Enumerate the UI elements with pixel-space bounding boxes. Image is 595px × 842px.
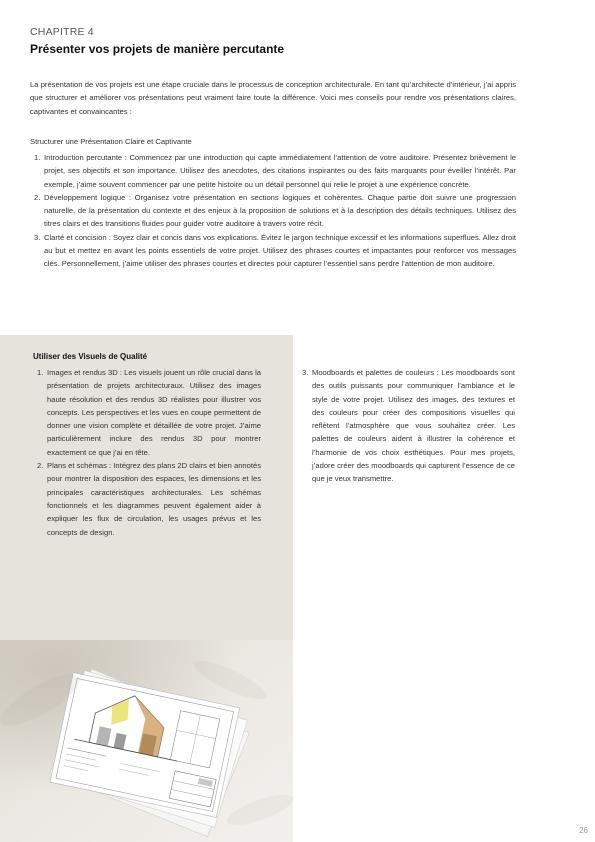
structure-list — [34, 151, 516, 271]
page-number: 26 — [579, 826, 588, 835]
list-number: 1. — [34, 153, 41, 162]
list-number: 3. — [34, 232, 41, 242]
list-item-text: Clarté et concision : Soyez clair et concis dans vos explications. Évitez le jargon technique excessif et les informations superflues. Allez droit au but et mettez en avant les points essentiels de votre projet. Utilisez des phrases courtes et impactantes pour renforcer vos messages clés. Personnellement, j’aime utiliser des phrases courtes et directes pour capturer l’essentiel sans perdre l’attention de mon auditoire. — [44, 232, 516, 269]
list-item — [37, 459, 262, 539]
section-heading-structure: Structurer une Présentation Claire et Captivante — [30, 137, 192, 146]
list-number: 2. — [34, 192, 41, 202]
chapter-label: CHAPITRE 4 — [30, 26, 94, 38]
list-item-text: Plans et schémas : Intégrez des plans 2D clairs et bien annotés pour montrer la disposition des espaces, les dimensions et les principales caractéristiques architecturales. Les schémas fonctionnels et les diagrammes peuvent également aider à expliquer les flux de circulation, les usages prévus et les concepts de design. — [47, 461, 262, 537]
intro-paragraph: La présentation de vos projets est une étape cruciale dans le processus de conception architecturale. En tant qu’architecte d’intérieur, j’ai appris que structurer et améliorer vos présentations peut vraiment faire toute la différence. Voici mes conseils pour rendre vos présentations claires, captivantes et convaincantes : — [30, 80, 516, 116]
list-item-text: Moodboards et palettes de couleurs : Les moodboards sont des outils puissants pour communiquer l’ambiance et le style de votre projet. Utilisez des images, des textures et des couleurs pour créer des compositions visuelles qui reflètent l’atmosphère que vous souhaitez créer. Les palettes de couleurs aident à illustrer la cohérence et l’harmonie de vos choix esthétiques. Pour mes projets, j’adore créer des moodboards qui capturent l’essence de ce que je veux transmettre. — [312, 368, 515, 484]
list-item-text: Développement logique : Organisez votre présentation en sections logiques et cohérentes. Chaque partie doit suivre une progression naturelle, de la présentation du contexte et des enjeux à la proposition de solutions et à la description des détails techniques. Utilisez des titres clairs et des transitions fluides pour guider votre auditoire à travers votre récit. — [44, 192, 516, 229]
list-item — [34, 151, 516, 191]
list-item-text: Images et rendus 3D : Les visuels jouent un rôle crucial dans la présentation de projets architecturaux. Utilisez des images haute résolution et des rendus 3D réalistes pour illustrer vos concepts. Les perspectives et les vues en coupe permettent de donner une vision complète et détaillée de votre projet. J’aime particulièrement inclure des rendus 3D pour montrer exactement ce que j’ai en tête. — [47, 368, 261, 457]
list-item — [34, 191, 516, 231]
visuals-list-right — [302, 366, 515, 486]
list-item — [34, 231, 516, 271]
list-number: 2. — [37, 461, 44, 471]
list-item — [302, 366, 515, 486]
list-item — [37, 366, 261, 459]
page-title: Présenter vos projets de manière percutante — [30, 42, 285, 56]
list-number: 1. — [37, 368, 44, 377]
list-number: 3. — [302, 368, 309, 377]
list-item-text: Introduction percutante : Commencez par une introduction qui capte immédiatement l’attention de votre auditoire. Présentez brièvement le projet, ses objectifs et son importance. Utilisez des anecdotes, des citations inspirantes ou des faits marquants pour éveiller l’intérêt. Par exemple, j’aime souvent commencer par une petite histoire ou un détail personnel qui relie le projet à une expérience concrète. — [44, 153, 516, 189]
section-heading-visuals: Utiliser des Visuels de Qualité — [33, 352, 148, 361]
architectural-plans-photo — [0, 640, 293, 842]
visuals-list-left — [37, 366, 262, 539]
